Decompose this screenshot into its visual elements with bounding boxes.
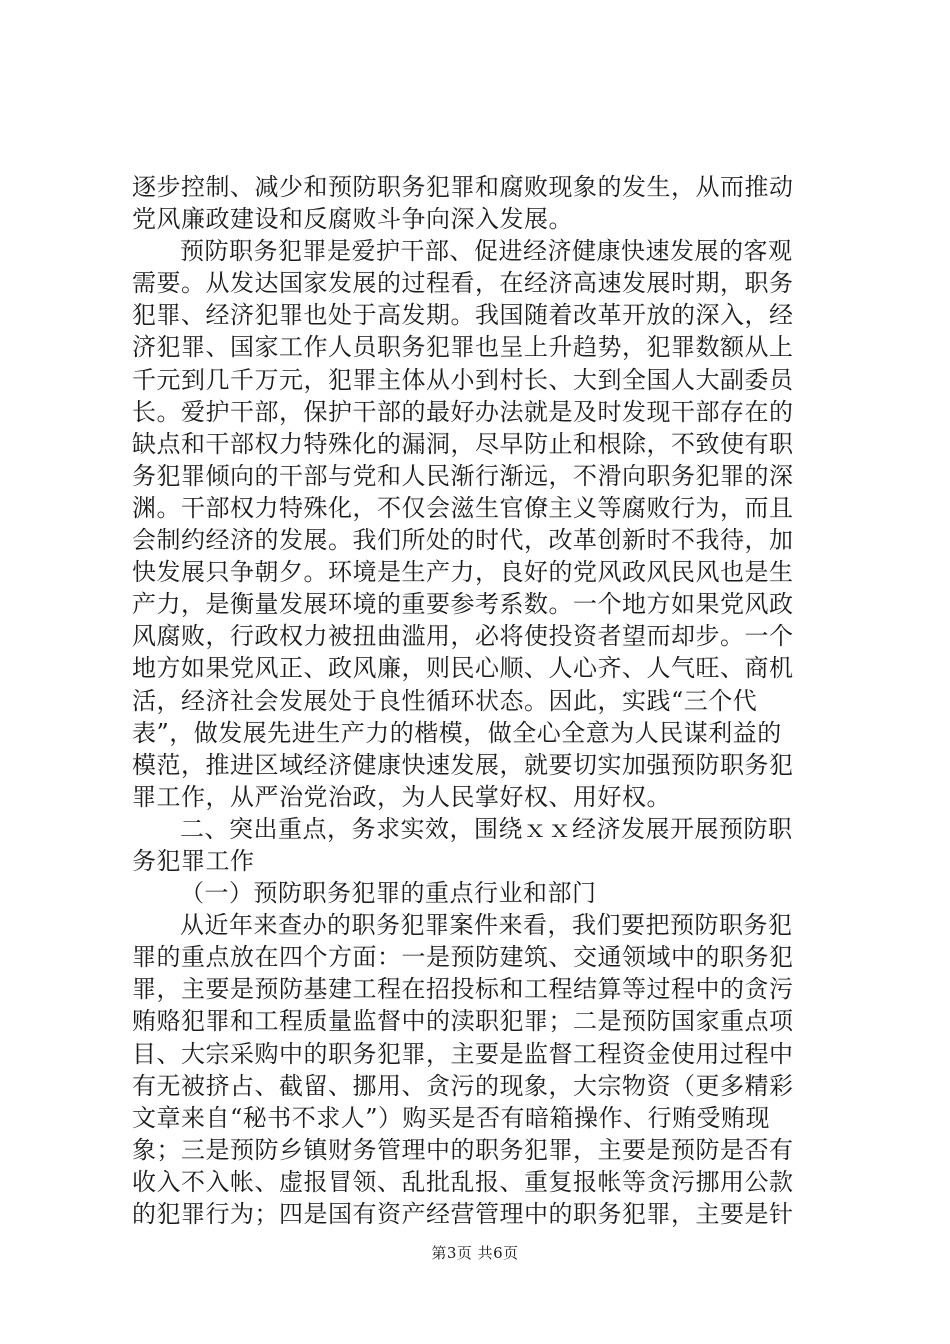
text-line: 风腐败，行政权力被扭曲滥用，必将使投资者望而却步。一个	[132, 622, 794, 651]
text-line: 罪，主要是预防基建工程在招投标和工程结算等过程中的贪污	[132, 975, 794, 1004]
subsection-heading: （一）预防职务犯罪的重点行业和部门	[180, 879, 597, 908]
text-line: 会制约经济的发展。我们所处的时代，改革创新时不我待，加	[132, 526, 794, 555]
text-line: 济犯罪、国家工作人员职务犯罪也呈上升趋势，犯罪数额从上	[132, 333, 794, 362]
text-line: 渊。干部权力特殊化，不仅会滋生官僚主义等腐败行为，而且	[132, 493, 794, 522]
paragraph-start: 从近年来查办的职务犯罪案件来看，我们要把预防职务犯	[180, 911, 793, 940]
text-line: 表”，做发展先进生产力的楷模，做全心全意为人民谋利益的	[132, 718, 782, 747]
text-line: 贿赂犯罪和工程质量监督中的渎职犯罪；二是预防国家重点项	[132, 1007, 794, 1036]
section-heading: 二、突出重点，务求实效，围绕ｘｘ经济发展开展预防职	[180, 814, 793, 843]
section-heading-continued: 务犯罪工作	[132, 846, 255, 875]
text-line: 活，经济社会发展处于良性循环状态。因此，实践“三个代	[132, 686, 758, 715]
text-line: 目、大宗采购中的职务犯罪，主要是监督工程资金使用过程中	[132, 1039, 794, 1068]
text-line: 地方如果党风正、政风廉，则民心顺、人心齐、人气旺、商机	[132, 654, 794, 683]
text-line: 的犯罪行为；四是国有资产经营管理中的职务犯罪，主要是针	[132, 1200, 794, 1228]
text-line: 产力，是衡量发展环境的重要参考系数。一个地方如果党风政	[132, 590, 794, 619]
paragraph-start: 预防职务犯罪是爱护干部、促进经济健康快速发展的客观	[180, 237, 793, 266]
page-number-footer: 第3页 共6页	[431, 1244, 519, 1262]
text-line: 逐步控制、减少和预防职务犯罪和腐败现象的发生，从而推动	[132, 173, 794, 201]
text-line: 模范，推进区域经济健康快速发展，就要切实加强预防职务犯	[132, 750, 794, 779]
text-line: 收入不入帐、虚报冒领、乱批乱报、重复报帐等贪污挪用公款	[132, 1167, 794, 1196]
text-line: 有无被挤占、截留、挪用、贪污的现象，大宗物资（更多精彩	[132, 1071, 794, 1100]
text-line: 千元到几千万元，犯罪主体从小到村长、大到全国人大副委员	[132, 365, 794, 394]
text-line: 缺点和干部权力特殊化的漏洞，尽早防止和根除，不致使有职	[132, 429, 794, 458]
document-body	[132, 171, 822, 1230]
text-line: 罪工作，从严治党治政，为人民掌好权、用好权。	[132, 782, 671, 811]
text-line: 快发展只争朝夕。环境是生产力，良好的党风政风民风也是生	[132, 558, 794, 587]
text-line: 需要。从发达国家发展的过程看，在经济高速发展时期，职务	[132, 269, 794, 298]
text-line: 文章来自“秘书不求人”）购买是否有暗箱操作、行贿受贿现	[132, 1103, 771, 1132]
text-line: 长。爱护干部，保护干部的最好办法就是及时发现干部存在的	[132, 397, 794, 426]
text-line: 党风廉政建设和反腐败斗争向深入发展。	[132, 205, 573, 234]
text-line: 务犯罪倾向的干部与党和人民渐行渐远，不滑向职务犯罪的深	[132, 461, 794, 490]
text-line: 象；三是预防乡镇财务管理中的职务犯罪，主要是预防是否有	[132, 1135, 794, 1164]
text-line: 犯罪、经济犯罪也处于高发期。我国随着改革开放的深入，经	[132, 301, 794, 330]
text-line: 罪的重点放在四个方面：一是预防建筑、交通领域中的职务犯	[132, 943, 794, 972]
